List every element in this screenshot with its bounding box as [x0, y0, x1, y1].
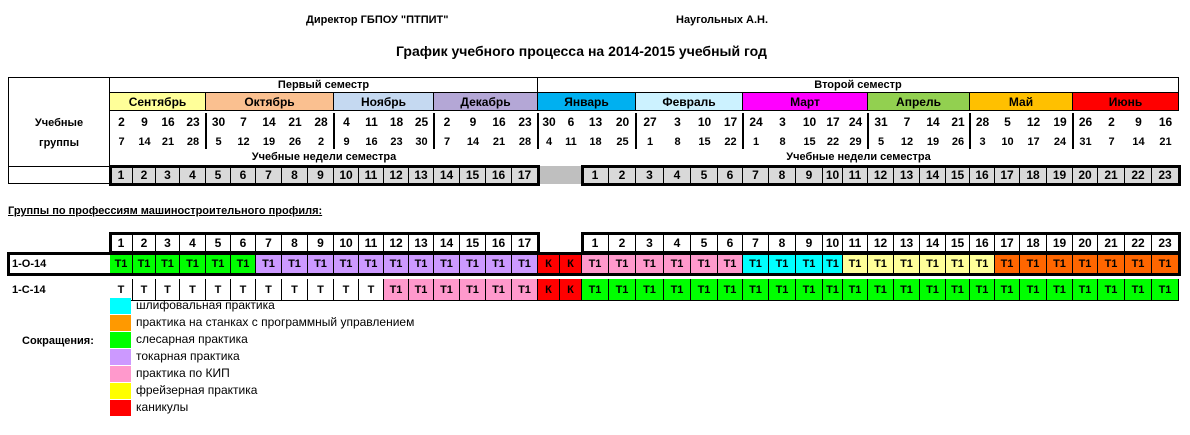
group-week-cell: К — [538, 279, 560, 301]
legend-swatch — [110, 315, 131, 331]
week-end-date: 11 — [565, 136, 577, 148]
group-week-header-sem2: 20 — [1073, 234, 1098, 253]
group-week-header-sem2: 3 — [636, 234, 664, 253]
month-cell: Май — [970, 93, 1073, 111]
group-week-cell: Т1 — [1073, 253, 1098, 275]
week-start-date: 12 — [1026, 115, 1041, 129]
week-start-date: 23 — [186, 115, 200, 129]
week-number-sem1: 14 — [434, 166, 460, 184]
group-week-cell: Т1 — [636, 279, 664, 301]
week-end-date: 10 — [1001, 136, 1014, 148]
group-week-cell: Т1 — [1125, 253, 1152, 275]
week-start-date: 24 — [749, 115, 763, 129]
legend-swatch — [110, 349, 131, 365]
group-week-cell: К — [560, 253, 582, 275]
group-week-cell: Т1 — [970, 279, 995, 301]
week-number-sem1: 3 — [156, 166, 180, 184]
group-week-cell: Т1 — [636, 253, 664, 275]
group-week-cell: Т1 — [1047, 279, 1073, 301]
group-week-header-sem2: 17 — [995, 234, 1020, 253]
month-cell: Ноябрь — [334, 93, 434, 111]
group-week-cell: Т1 — [359, 253, 384, 275]
weeks-label-sem2: Учебные недели семестра — [786, 151, 931, 163]
group-week-cell: Т1 — [256, 253, 282, 275]
week-number-sem2: 18 — [1020, 166, 1047, 184]
week-start-date: 7 — [903, 115, 911, 129]
week-start-date: 20 — [615, 115, 630, 129]
week-number-sem2: 23 — [1152, 166, 1179, 184]
legend-item-label: шлифовальная практика — [136, 298, 275, 312]
group-name: 1-С-14 — [12, 284, 46, 296]
week-start-date: 28 — [314, 115, 328, 129]
week-start-date: 14 — [262, 115, 276, 129]
week-end-date: 21 — [161, 136, 175, 148]
groups-label-line1: Учебные — [34, 117, 84, 129]
week-end-date: 3 — [979, 136, 986, 148]
group-week-header-sem2: 2 — [609, 234, 636, 253]
group-week-header-sem1: 6 — [231, 234, 256, 253]
group-week-cell: Т1 — [769, 253, 796, 275]
legend-item-label: практика по КИП — [136, 366, 230, 380]
group-week-cell: Т1 — [664, 253, 691, 275]
week-end-date: 23 — [390, 136, 403, 148]
week-end-date: 26 — [288, 136, 302, 148]
week-start-date: 18 — [389, 115, 404, 129]
week-number-sem1: 9 — [308, 166, 334, 184]
week-number-sem1: 12 — [384, 166, 409, 184]
group-week-header-sem1: 13 — [409, 234, 434, 253]
group-week-header-sem1: 5 — [206, 234, 231, 253]
legend-label: Сокращения: — [22, 335, 94, 347]
week-start-date: 9 — [141, 115, 148, 129]
group-week-cell: Т1 — [920, 253, 946, 275]
group-week-header-sem2: 4 — [664, 234, 691, 253]
week-end-date: 4 — [545, 136, 553, 148]
week-end-date: 31 — [1079, 136, 1092, 148]
week-start-date: 30 — [211, 115, 226, 129]
week-end-date: 15 — [698, 136, 711, 148]
week-end-date: 8 — [674, 136, 681, 148]
group-week-cell: Т1 — [1073, 279, 1098, 301]
group-week-header-sem2: 15 — [946, 234, 970, 253]
week-number-sem1: 8 — [282, 166, 308, 184]
week-number-sem1: 11 — [359, 166, 384, 184]
week-start-date: 16 — [161, 115, 175, 129]
group-week-header-sem2: 6 — [718, 234, 743, 253]
week-start-date: 19 — [1053, 115, 1067, 129]
group-week-cell: Т1 — [823, 253, 843, 275]
group-week-cell: Т1 — [894, 253, 920, 275]
group-week-header-sem2: 12 — [868, 234, 894, 253]
group-week-cell: Т1 — [894, 279, 920, 301]
legend-swatch — [110, 383, 131, 399]
week-end-date: 28 — [518, 136, 532, 148]
group-week-cell: Т1 — [743, 279, 769, 301]
group-week-cell: Т1 — [308, 253, 334, 275]
week-end-date: 26 — [951, 136, 965, 148]
group-week-cell: Т — [133, 279, 156, 301]
group-week-header-sem2: 7 — [743, 234, 769, 253]
group-week-cell: Т1 — [920, 279, 946, 301]
group-week-cell: Т1 — [1125, 279, 1152, 301]
group-week-header-sem2: 18 — [1020, 234, 1047, 253]
week-start-date: 28 — [975, 115, 990, 129]
group-week-cell: Т1 — [582, 279, 609, 301]
group-week-cell: Т1 — [384, 253, 409, 275]
group-week-cell: Т1 — [1047, 253, 1073, 275]
week-start-date: 2 — [118, 115, 125, 129]
week-number-sem2: 9 — [796, 166, 823, 184]
group-week-cell: Т1 — [282, 253, 308, 275]
legend-swatch — [110, 298, 131, 314]
group-week-header-sem2: 5 — [691, 234, 718, 253]
group-week-cell: Т1 — [486, 253, 512, 275]
week-start-date: 23 — [518, 115, 532, 129]
groups-section-heading: Группы по профессиям машиностроительного профиля: — [8, 205, 323, 217]
group-week-cell: Т1 — [1098, 253, 1125, 275]
week-number-sem1: 5 — [206, 166, 231, 184]
week-start-date: 17 — [826, 115, 840, 129]
group-name: 1-О-14 — [12, 258, 47, 270]
group-week-cell: Т1 — [796, 253, 823, 275]
month-cell: Февраль — [636, 93, 743, 111]
week-end-date: 7 — [1108, 136, 1115, 148]
week-end-date: 29 — [849, 136, 862, 148]
legend-item-label: каникулы — [136, 400, 189, 414]
month-cell: Июнь — [1073, 93, 1179, 111]
group-week-cell: Т1 — [206, 253, 231, 275]
director-label: Директор ГБПОУ "ПТПИТ" — [306, 14, 449, 26]
group-week-cell: Т1 — [133, 253, 156, 275]
group-week-cell: Т1 — [434, 279, 460, 301]
group-week-header-sem2: 16 — [970, 234, 995, 253]
group-week-cell: Т1 — [743, 253, 769, 275]
group-week-cell: Т1 — [409, 279, 434, 301]
week-end-date: 22 — [724, 136, 737, 148]
week-number-sem1: 17 — [512, 166, 538, 184]
week-number-sem2: 17 — [995, 166, 1020, 184]
group-week-cell: Т — [359, 279, 384, 301]
week-start-date: 26 — [1078, 115, 1093, 129]
week-start-date: 27 — [643, 115, 657, 129]
group-week-header-sem2: 22 — [1125, 234, 1152, 253]
group-week-cell: Т1 — [718, 253, 743, 275]
group-week-header-sem2: 11 — [843, 234, 868, 253]
week-end-date: 2 — [317, 136, 325, 148]
group-week-cell: Т1 — [334, 253, 359, 275]
week-end-date: 19 — [926, 136, 940, 148]
group-week-header-sem1: 2 — [133, 234, 156, 253]
week-end-date: 22 — [826, 136, 840, 148]
week-number-sem1: 6 — [231, 166, 256, 184]
group-week-cell: Т — [110, 279, 133, 301]
week-end-date: 15 — [803, 136, 816, 148]
week-start-date: 13 — [588, 115, 603, 129]
semester1-header: Первый семестр — [110, 77, 538, 93]
group-week-cell: Т1 — [512, 279, 538, 301]
group-week-cell: Т1 — [512, 253, 538, 275]
week-end-date: 17 — [1027, 136, 1040, 148]
group-week-header-sem2: 21 — [1098, 234, 1125, 253]
semester2-header: Второй семестр — [538, 77, 1179, 93]
group-week-cell: Т1 — [868, 279, 894, 301]
group-week-cell: Т1 — [843, 279, 868, 301]
group-week-header-sem1: 11 — [359, 234, 384, 253]
week-end-date: 14 — [138, 136, 151, 148]
group-week-header-sem1: 4 — [180, 234, 206, 253]
week-start-date: 4 — [343, 115, 350, 129]
week-start-date: 24 — [848, 115, 863, 129]
group-week-cell: Т1 — [664, 279, 691, 301]
week-end-date: 16 — [365, 136, 378, 148]
group-week-cell: Т1 — [434, 253, 460, 275]
group-week-cell: Т1 — [460, 253, 486, 275]
group-week-header-sem2: 23 — [1152, 234, 1179, 253]
legend-item-label: слесарная практика — [136, 332, 248, 346]
week-number-sem2: 8 — [769, 166, 796, 184]
week-end-date: 8 — [779, 136, 786, 148]
week-start-date: 11 — [365, 115, 378, 129]
group-week-cell: Т1 — [995, 279, 1020, 301]
week-number-sem2: 1 — [582, 166, 609, 184]
week-number-sem1: 16 — [486, 166, 512, 184]
group-week-cell: К — [560, 279, 582, 301]
group-week-header-sem1: 3 — [156, 234, 180, 253]
month-cell: Сентябрь — [110, 93, 206, 111]
week-number-sem2: 13 — [894, 166, 920, 184]
group-week-cell: Т1 — [843, 253, 868, 275]
week-number-sem2: 3 — [636, 166, 664, 184]
group-week-header-sem1: 9 — [308, 234, 334, 253]
group-week-cell: Т — [256, 279, 282, 301]
group-week-header-sem2: 13 — [894, 234, 920, 253]
group-week-cell: К — [538, 253, 560, 275]
week-start-date: 16 — [1158, 115, 1173, 129]
week-end-date: 1 — [752, 136, 760, 148]
week-start-date: 6 — [567, 115, 575, 129]
week-end-date: 5 — [877, 136, 885, 148]
legend-item-label: практика на станках с программный управлением — [136, 315, 415, 329]
week-end-date: 9 — [343, 136, 350, 148]
group-week-header-sem1: 1 — [110, 234, 133, 253]
group-week-header-sem2: 8 — [769, 234, 796, 253]
group-week-cell: Т1 — [156, 253, 180, 275]
week-number-sem2: 20 — [1073, 166, 1098, 184]
group-week-header-sem1: 14 — [434, 234, 460, 253]
group-week-cell: Т1 — [691, 253, 718, 275]
week-start-date: 25 — [414, 115, 429, 129]
week-start-date: 5 — [1004, 115, 1011, 129]
group-week-cell: Т1 — [384, 279, 409, 301]
group-week-header-sem2: 10 — [823, 234, 843, 253]
group-week-cell: Т1 — [796, 279, 823, 301]
group-week-header-sem1: 8 — [282, 234, 308, 253]
week-start-date: 21 — [951, 115, 965, 129]
group-week-cell: Т1 — [609, 253, 636, 275]
week-end-date: 12 — [900, 136, 914, 148]
group-week-cell: Т1 — [231, 253, 256, 275]
group-week-cell: Т1 — [409, 253, 434, 275]
week-number-sem2: 5 — [691, 166, 718, 184]
legend-item-label: фрейзерная практика — [136, 383, 258, 397]
week-end-date: 14 — [466, 136, 480, 148]
week-number-sem2: 14 — [920, 166, 946, 184]
month-cell: Март — [743, 93, 868, 111]
group-week-header-sem2: 9 — [796, 234, 823, 253]
week-end-date: 7 — [118, 136, 125, 148]
director-name: Наугольных А.Н. — [676, 14, 769, 26]
week-number-sem1: 13 — [409, 166, 434, 184]
group-week-header-sem2: 19 — [1047, 234, 1073, 253]
group-week-cell: Т1 — [769, 279, 796, 301]
week-number-sem2: 16 — [970, 166, 995, 184]
week-end-date: 12 — [237, 136, 250, 148]
group-week-cell: Т1 — [1152, 279, 1179, 301]
week-start-date: 14 — [926, 115, 940, 129]
week-end-date: 14 — [1132, 136, 1145, 148]
week-end-date: 7 — [443, 136, 451, 148]
group-week-cell: Т1 — [460, 279, 486, 301]
group-week-cell: Т — [334, 279, 359, 301]
legend-item-label: токарная практика — [136, 349, 240, 363]
week-start-date: 3 — [674, 115, 681, 129]
week-number-sem1: 2 — [133, 166, 156, 184]
week-start-date: 10 — [802, 115, 817, 129]
week-number-sem2: 4 — [664, 166, 691, 184]
week-number-sem2: 12 — [868, 166, 894, 184]
week-number-sem2: 7 — [743, 166, 769, 184]
week-end-date: 24 — [1053, 136, 1067, 148]
group-week-cell: Т1 — [995, 253, 1020, 275]
group-week-cell: Т1 — [691, 279, 718, 301]
week-number-sem2: 6 — [718, 166, 743, 184]
week-start-date: 3 — [779, 115, 786, 129]
week-number-sem2: 15 — [946, 166, 970, 184]
group-week-cell: Т — [231, 279, 256, 301]
group-week-cell: Т1 — [823, 279, 843, 301]
group-week-header-sem1: 15 — [460, 234, 486, 253]
month-cell: Октябрь — [206, 93, 334, 111]
group-week-cell: Т1 — [1098, 279, 1125, 301]
week-end-date: 25 — [616, 136, 629, 148]
week-start-date: 31 — [874, 115, 888, 129]
group-week-cell: Т1 — [1020, 279, 1047, 301]
week-number-sem2: 21 — [1098, 166, 1125, 184]
week-number-sem1: 15 — [460, 166, 486, 184]
groups-label-line2: группы — [39, 137, 79, 149]
month-cell: Январь — [538, 93, 636, 111]
month-cell: Декабрь — [434, 93, 538, 111]
legend-swatch — [110, 366, 131, 382]
week-start-date: 2 — [443, 115, 451, 129]
week-end-date: 18 — [589, 136, 602, 148]
group-week-cell: Т1 — [946, 279, 970, 301]
week-end-date: 21 — [492, 136, 506, 148]
group-week-cell: Т1 — [110, 253, 133, 275]
month-cell: Апрель — [868, 93, 970, 111]
week-end-date: 5 — [215, 136, 222, 148]
group-week-cell: Т1 — [946, 253, 970, 275]
group-week-cell: Т — [180, 279, 206, 301]
week-start-date: 17 — [723, 115, 738, 129]
legend-swatch — [110, 400, 131, 416]
group-week-cell: Т — [282, 279, 308, 301]
weeks-label-sem1: Учебные недели семестра — [251, 151, 397, 163]
group-week-cell: Т1 — [180, 253, 206, 275]
week-start-date: 7 — [240, 115, 247, 129]
group-week-cell: Т1 — [1020, 253, 1047, 275]
week-number-sem2: 19 — [1047, 166, 1073, 184]
week-start-date: 9 — [1135, 115, 1142, 129]
group-week-header-sem1: 7 — [256, 234, 282, 253]
week-number-sem1: 1 — [110, 166, 133, 184]
week-number-sem1: 10 — [334, 166, 359, 184]
group-week-header-sem1: 10 — [334, 234, 359, 253]
legend-swatch — [110, 332, 131, 348]
week-end-date: 21 — [1159, 136, 1172, 148]
week-start-date: 9 — [469, 115, 477, 129]
group-week-cell: Т1 — [718, 279, 743, 301]
group-week-header-sem1: 16 — [486, 234, 512, 253]
group-week-header-sem2: 14 — [920, 234, 946, 253]
week-start-date: 10 — [697, 115, 712, 129]
week-number-sem1: 7 — [256, 166, 282, 184]
group-week-cell: Т1 — [582, 253, 609, 275]
week-end-date: 30 — [415, 136, 428, 148]
group-week-header-sem1: 17 — [512, 234, 538, 253]
group-week-cell: Т1 — [970, 253, 995, 275]
week-start-date: 21 — [288, 115, 302, 129]
week-start-date: 16 — [492, 115, 506, 129]
group-week-cell: Т — [206, 279, 231, 301]
week-start-date: 2 — [1108, 115, 1115, 129]
week-end-date: 28 — [186, 136, 200, 148]
group-week-header-sem1: 12 — [384, 234, 409, 253]
week-number-sem2: 22 — [1125, 166, 1152, 184]
page-title: График учебного процесса на 2014-2015 учебный год — [396, 43, 767, 59]
week-number-sem1: 4 — [180, 166, 206, 184]
week-end-date: 19 — [262, 136, 276, 148]
week-end-date: 1 — [646, 136, 654, 148]
week-start-date: 30 — [542, 115, 556, 129]
group-week-cell: Т — [156, 279, 180, 301]
group-week-cell: Т1 — [486, 279, 512, 301]
group-week-header-sem2: 1 — [582, 234, 609, 253]
group-week-cell: Т1 — [868, 253, 894, 275]
group-week-cell: Т1 — [609, 279, 636, 301]
week-number-sem2: 2 — [609, 166, 636, 184]
week-number-sem2: 11 — [843, 166, 868, 184]
week-number-sem2: 10 — [823, 166, 843, 184]
group-week-cell: Т — [308, 279, 334, 301]
group-week-cell: Т1 — [1152, 253, 1179, 275]
